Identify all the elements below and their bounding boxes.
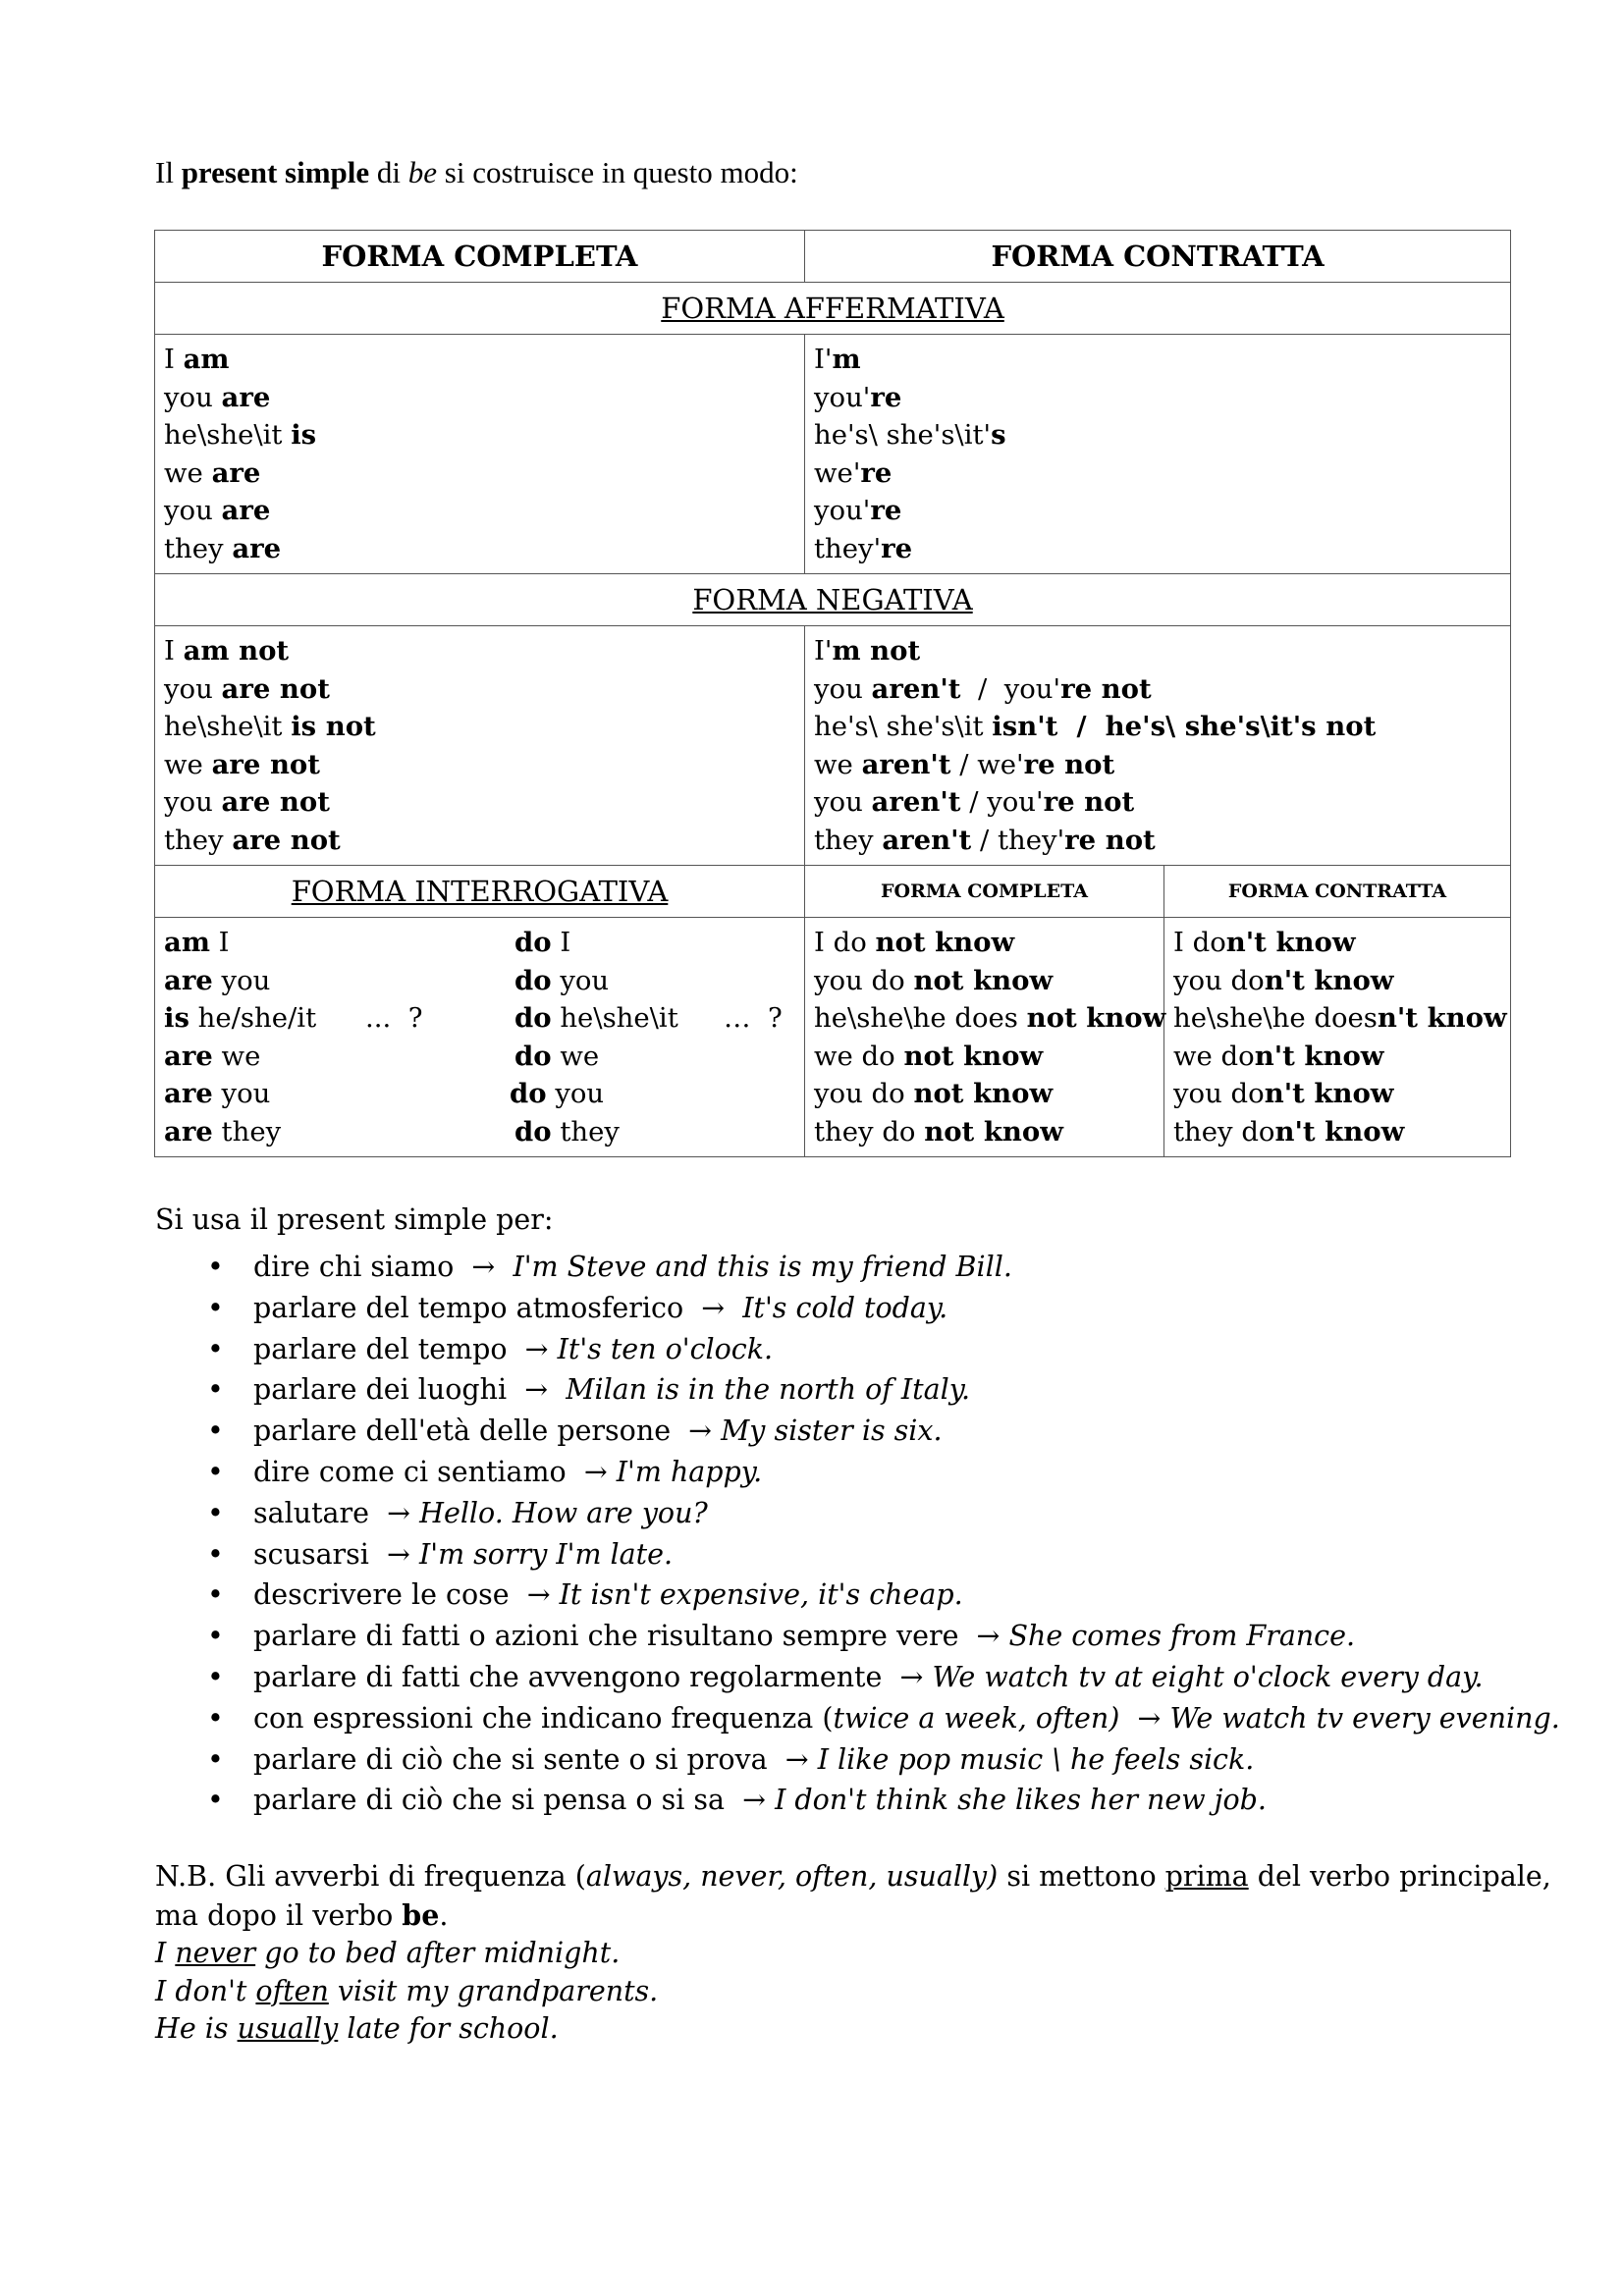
negativa-short-row: you aren't / you're not bbox=[814, 672, 1152, 705]
affermativa-short-row: you're bbox=[814, 495, 902, 526]
question-row: are you do you bbox=[164, 964, 610, 996]
question-row: are we do we bbox=[164, 1040, 600, 1072]
negative-do-full-row: you do not know bbox=[814, 1078, 1054, 1109]
affermativa-short-row: he's\ she's\it's bbox=[814, 419, 1006, 451]
header-forma-completa: FORMA COMPLETA bbox=[155, 231, 805, 283]
intro-text: di bbox=[369, 155, 408, 189]
list-item: • parlare di ciò che si pensa o si sa → I don't think she likes her new job. bbox=[207, 1784, 1267, 1817]
negativa-full-row: we are not bbox=[164, 748, 320, 780]
list-item: • parlare del tempo → It's ten o'clock. bbox=[207, 1332, 774, 1365]
negativa-full-cell bbox=[155, 626, 805, 866]
affermativa-full-row: they are bbox=[164, 532, 282, 564]
negative-do-full-row: I do not know bbox=[814, 927, 1015, 958]
negativa-full-row: you are not bbox=[164, 786, 330, 818]
negative-do-short-row: I don't know bbox=[1173, 927, 1356, 958]
negative-do-short-row: you don't know bbox=[1173, 964, 1394, 996]
interrogativa-short-cell bbox=[1164, 918, 1511, 1157]
question-row: are you do you bbox=[164, 1078, 605, 1109]
list-item: • parlare del tempo atmosferico → It's cold today. bbox=[207, 1291, 948, 1324]
interrogativa-questions-cell bbox=[155, 918, 805, 1157]
negative-do-short-row: they don't know bbox=[1173, 1115, 1405, 1148]
list-item: • dire come ci sentiamo → I'm happy. bbox=[207, 1455, 763, 1488]
negative-do-short-row: you don't know bbox=[1173, 1078, 1394, 1109]
list-item: • parlare di ciò che si sente o si prova → I like pop music \ he feels sick. bbox=[207, 1742, 1255, 1776]
nb-line: ma dopo il verbo be. bbox=[155, 1897, 449, 1932]
negativa-short-row: I'm not bbox=[814, 635, 921, 667]
question-row: is he/she/it ... ? do he\she\it … ? bbox=[164, 1002, 783, 1034]
conjugation-table bbox=[154, 230, 1511, 1157]
question-row: are they do they bbox=[164, 1115, 620, 1148]
negativa-short-row: we aren't / we're not bbox=[814, 748, 1115, 780]
negative-do-short-row: he\she\he doesn't know bbox=[1173, 1002, 1507, 1034]
nb-example: He is usually late for school. bbox=[155, 2012, 559, 2045]
affermativa-full-row: he\she\it is bbox=[164, 419, 317, 451]
negativa-full-row: you are not bbox=[164, 672, 330, 705]
usage-title: Si usa il present simple per: bbox=[155, 1203, 554, 1236]
affermativa-short-row: you're bbox=[814, 381, 902, 413]
list-item: • con espressioni che indicano frequenza (twice a week, often) → We watch tv every evening. bbox=[207, 1701, 1560, 1735]
nb-line: N.B. Gli avverbi di frequenza (always, never, often, usually) si mettono prima del verbo principale, bbox=[155, 1860, 1551, 1893]
negativa-full-row: he\she\it is not bbox=[164, 711, 376, 742]
list-item: • parlare di fatti o azioni che risultano sempre vere → She comes from France. bbox=[207, 1620, 1356, 1653]
nb-example: I never go to bed after midnight. bbox=[155, 1937, 621, 1969]
negative-do-full-row: he\she\he does not know bbox=[814, 1002, 1166, 1034]
affermativa-short-row: I'm bbox=[814, 344, 861, 375]
affermativa-short-row: we're bbox=[814, 456, 893, 489]
section-interrogativa-title: FORMA INTERROGATIVA bbox=[155, 866, 805, 918]
negative-do-short-row: we don't know bbox=[1173, 1040, 1384, 1072]
intro-text: si costruisce in questo modo: bbox=[437, 155, 798, 189]
affermativa-full-row: you are bbox=[164, 381, 271, 413]
affermativa-full-row: I am bbox=[164, 344, 230, 375]
subheader-forma-completa: FORMA COMPLETA bbox=[805, 866, 1164, 918]
affermativa-full-row: you are bbox=[164, 495, 271, 526]
list-item: • parlare di fatti che avvengono regolarmente → We watch tv at eight o'clock every day. bbox=[207, 1660, 1484, 1693]
subheader-forma-contratta: FORMA CONTRATTA bbox=[1164, 866, 1511, 918]
section-negativa-title: FORMA NEGATIVA bbox=[155, 574, 1511, 626]
negativa-short-cell bbox=[805, 626, 1511, 866]
affermativa-short-cell bbox=[805, 335, 1511, 574]
section-affermativa-title: FORMA AFFERMATIVA bbox=[155, 283, 1511, 335]
list-item: • parlare dei luoghi → Milan is in the north of Italy. bbox=[207, 1373, 971, 1407]
question-row: am I do I bbox=[164, 927, 571, 958]
negativa-short-row: you aren't / you're not bbox=[814, 786, 1135, 818]
intro-bold: present simple bbox=[181, 155, 370, 189]
list-item: • descrivere le cose → It isn't expensive, it's cheap. bbox=[207, 1578, 963, 1612]
negative-do-full-row: we do not know bbox=[814, 1040, 1044, 1072]
negative-do-full-row: you do not know bbox=[814, 964, 1054, 996]
affermativa-full-row: we are bbox=[164, 456, 261, 489]
list-item: • salutare → Hello. How are you? bbox=[207, 1496, 708, 1529]
list-item: • scusarsi → I'm sorry I'm late. bbox=[207, 1537, 674, 1571]
intro-italic: be bbox=[407, 155, 438, 189]
negativa-short-row: they aren't / they're not bbox=[814, 824, 1156, 856]
nota-bene bbox=[155, 1858, 1551, 2049]
intro-text: Il bbox=[155, 155, 182, 189]
affermativa-short-row: they're bbox=[814, 532, 913, 564]
list-item: • parlare dell'età delle persone → My sister is six. bbox=[207, 1415, 943, 1448]
intro-sentence bbox=[155, 155, 798, 190]
interrogativa-full-cell bbox=[805, 918, 1164, 1157]
nb-example: I don't often visit my grandparents. bbox=[155, 1974, 659, 2007]
negativa-short-row: he's\ she's\it isn't / he's\ she's\it's not bbox=[814, 711, 1377, 742]
negative-do-full-row: they do not know bbox=[814, 1115, 1063, 1148]
usage-list bbox=[155, 1247, 1560, 1821]
affermativa-full-cell bbox=[155, 335, 805, 574]
list-item: • dire chi siamo → I'm Steve and this is my friend Bill. bbox=[207, 1251, 1012, 1283]
header-forma-contratta: FORMA CONTRATTA bbox=[805, 231, 1511, 283]
negativa-full-row: I am not bbox=[164, 635, 290, 667]
negativa-full-row: they are not bbox=[164, 824, 341, 856]
